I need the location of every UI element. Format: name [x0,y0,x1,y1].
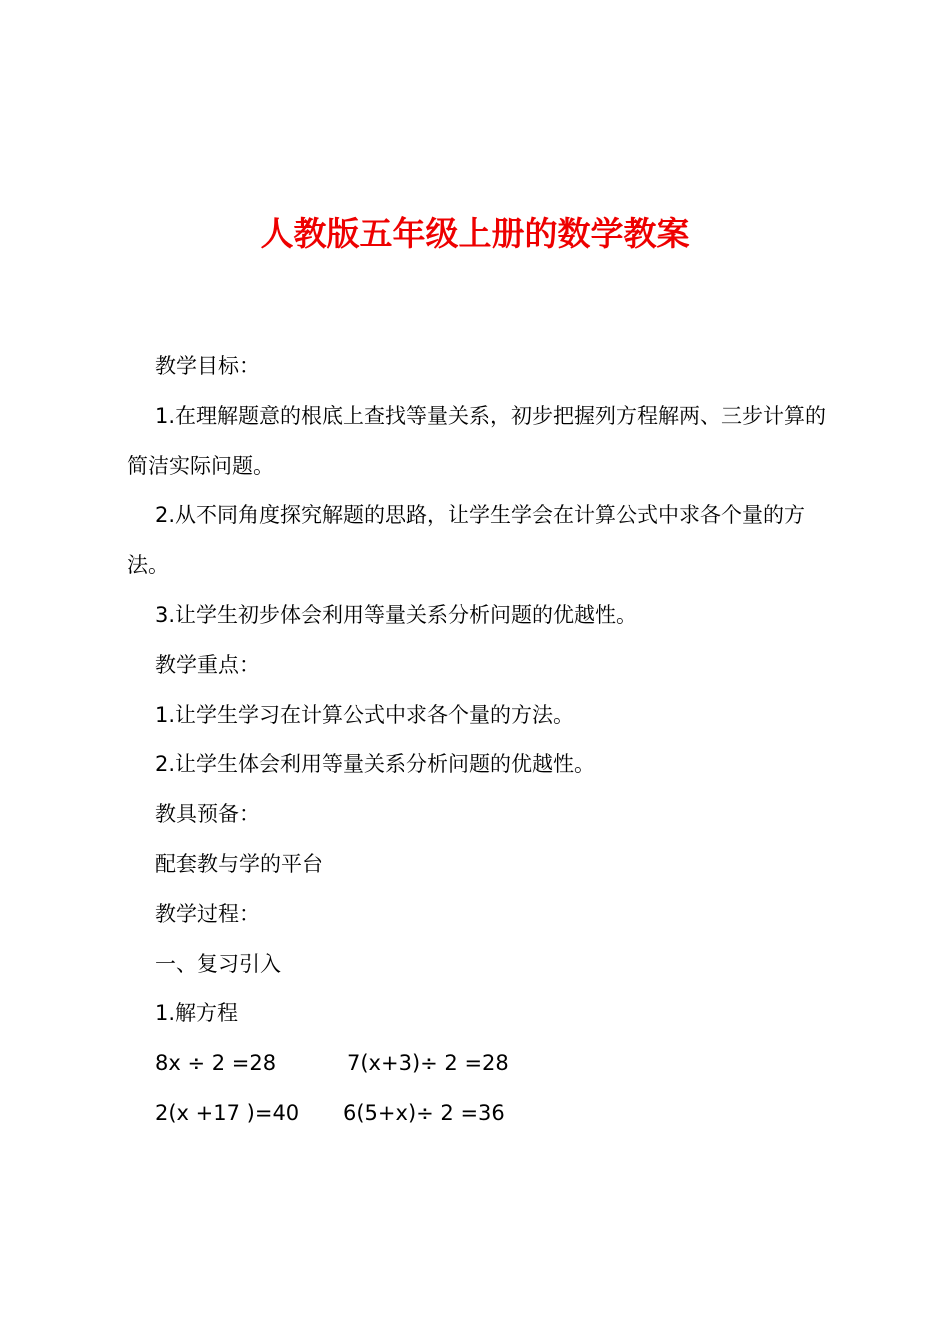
objectives-heading: 教学目标： [155,354,260,378]
objective-2: 2.从不同角度探究解题的思路，让学生学会在计算公式中求各个量的方法。 [127,503,806,578]
key-points-heading: 教学重点： [155,652,260,677]
solve-heading: 1.解方程 [155,1001,239,1026]
document-title: 人教版五年级上册的数学教案 [260,214,690,253]
objective-3: 3.让学生初步体会利用等量关系分析问题的优越性。 [155,602,638,627]
equation-row-1 [127,1039,837,1089]
key-point-1: 1.让学生学习在计算公式中求各个量的方法。 [155,702,575,727]
tools-heading: 教具预备： [155,802,260,827]
process-heading: 教学过程： [155,901,260,926]
tools-text: 配套教与学的平台 [155,851,323,876]
equation-1-right: 7(x+3)÷ 2 =28 [347,1051,509,1076]
equation-2-right: 6(5+x)÷ 2 =36 [343,1100,505,1125]
equation-row-2 [127,1089,837,1139]
equation-2-left: 2(x +17 )=40 [155,1100,300,1125]
document-body [127,342,837,1139]
equation-1-left: 8x ÷ 2 =28 [155,1051,277,1076]
review-heading: 一、复习引入 [155,951,281,976]
key-point-2: 2.让学生体会利用等量关系分析问题的优越性。 [155,752,596,777]
objective-1: 1.在理解题意的根底上查找等量关系，初步把握列方程解两、三步计算的简洁实际问题。 [127,403,827,478]
